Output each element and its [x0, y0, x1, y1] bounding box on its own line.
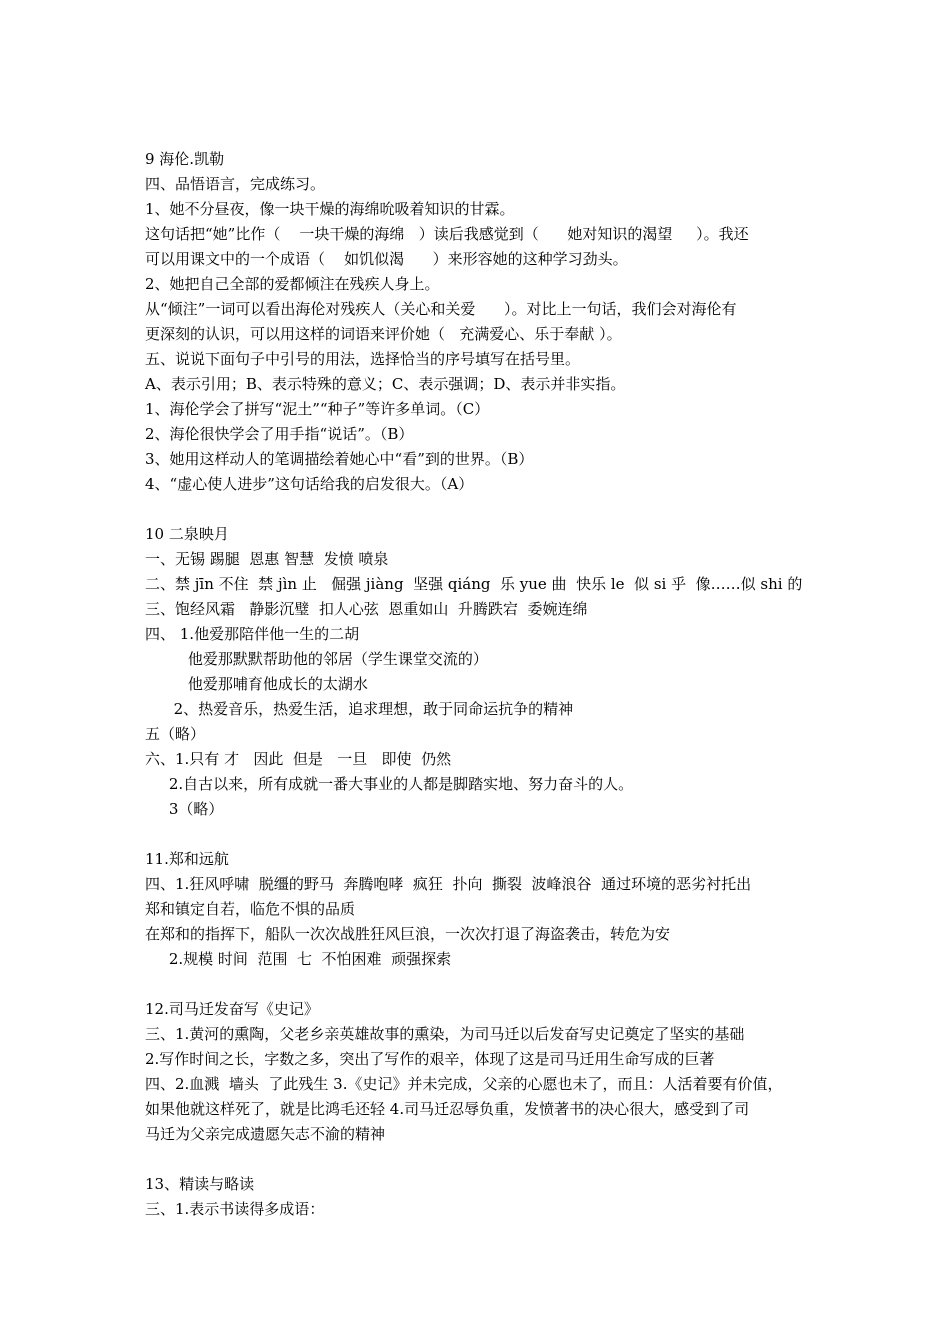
text-line: 四、品悟语言，完成练习。 [145, 175, 326, 193]
text-line: 4、“虚心使人进步”这句话给我的启发很大。（A） [145, 475, 474, 493]
text-line: 2.写作时间之长，字数之多，突出了写作的艰辛，体现了这是司马迁用生命写成的巨著 [145, 1050, 715, 1068]
text-line: 2、热爱音乐，热爱生活，追求理想，敢于同命运抗争的精神 [145, 700, 574, 718]
heading-lesson-9: 9 海伦.凯勒 [145, 150, 225, 168]
text-line: 四、1.狂风呼啸 脱缰的野马 奔腾咆哮 疯狂 扑向 撕裂 波峰浪谷 通过环境的恶劣衬托出 [145, 875, 752, 893]
text-line: 3（略） [145, 800, 224, 818]
text-line: 在郑和的指挥下，船队一次次战胜狂风巨浪，一次次打退了海盗袭击，转危为安 [145, 925, 671, 943]
text-line: A、表示引用；B、表示特殊的意义；C、表示强调；D、表示并非实指。 [145, 375, 626, 393]
heading-lesson-11: 11.郑和远航 [145, 850, 229, 868]
text-line: 三、1.表示书读得多成语： [145, 1200, 325, 1218]
text-line: 二、禁 jīn 不住 禁 jìn 止 倔强 jiàng 坚强 qiáng 乐 yue 曲 快乐 le 似 si 乎 像……似 shi 的 [145, 575, 803, 593]
text-line: 四、2.血溅 墙头 了此残生 3.《史记》并未完成，父亲的心愿也未了，而且：人活着要有价值， [145, 1075, 783, 1093]
text-line: 五、说说下面句子中引号的用法，选择恰当的序号填写在括号里。 [145, 350, 581, 368]
heading-lesson-13: 13、精读与略读 [145, 1175, 255, 1193]
text-line: 这句话把“她”比作（ 一块干燥的海绵 ）读后我感觉到（ 她对知识的渴望 ）。我还 [145, 225, 749, 243]
text-line: 2.自古以来，所有成就一番大事业的人都是脚踏实地、努力奋斗的人。 [145, 775, 634, 793]
text-line: 马迁为父亲完成遗愿矢志不渝的精神 [145, 1125, 386, 1143]
text-line: 郑和镇定自若，临危不惧的品质 [145, 900, 356, 918]
heading-lesson-10: 10 二泉映月 [145, 525, 229, 543]
text-line: 三、饱经风霜 静影沉璧 扣人心弦 恩重如山 升腾跌宕 委婉连绵 [145, 600, 588, 618]
text-line: 3、她用这样动人的笔调描绘着她心中“看”到的世界。（B） [145, 450, 534, 468]
blank-line [145, 972, 850, 997]
text-line: 1、她不分昼夜，像一块干燥的海绵吮吸着知识的甘霖。 [145, 200, 515, 218]
blank-line [145, 1147, 850, 1172]
text-line: 2、她把自己全部的爱都倾注在残疾人身上。 [145, 275, 440, 293]
text-line: 一、无锡 踢腿 恩惠 智慧 发愤 喷泉 [145, 550, 389, 568]
text-line: 如果他就这样死了，就是比鸿毛还轻 4.司马迁忍辱负重，发愤著书的决心很大，感受到了司 [145, 1100, 750, 1118]
text-line: 他爱那默默帮助他的邻居（学生课堂交流的） [145, 650, 488, 668]
text-line: 三、1.黄河的熏陶，父老乡亲英雄故事的熏染，为司马迁以后发奋写史记奠定了坚实的基础 [145, 1025, 745, 1043]
text-line: 2、海伦很快学会了用手指“说话”。（B） [145, 425, 414, 443]
text-line: 1、海伦学会了拼写“泥土”“种子”等许多单词。（C） [145, 400, 490, 418]
blank-line [145, 822, 850, 847]
text-line: 他爱那哺育他成长的太湖水 [145, 675, 368, 693]
text-line: 更深刻的认识，可以用这样的词语来评价她（ 充满爱心、乐于奉献 ）。 [145, 325, 622, 343]
text-line: 从“倾注”一词可以看出海伦对残疾人（关心和关爱 ）。对比上一句话，我们会对海伦有 [145, 300, 737, 318]
text-line: 六、1.只有 才 因此 但是 一旦 即使 仍然 [145, 750, 452, 768]
heading-lesson-12: 12.司马迁发奋写《史记》 [145, 1000, 319, 1018]
blank-line [145, 497, 850, 522]
text-line: 2.规模 时间 范围 七 不怕困难 顽强探索 [145, 950, 452, 968]
text-line: 四、 1.他爱那陪伴他一生的二胡 [145, 625, 360, 643]
text-line: 可以用课文中的一个成语（ 如饥似渴 ）来形容她的这种学习劲头。 [145, 250, 628, 268]
text-line: 五（略） [145, 725, 206, 743]
